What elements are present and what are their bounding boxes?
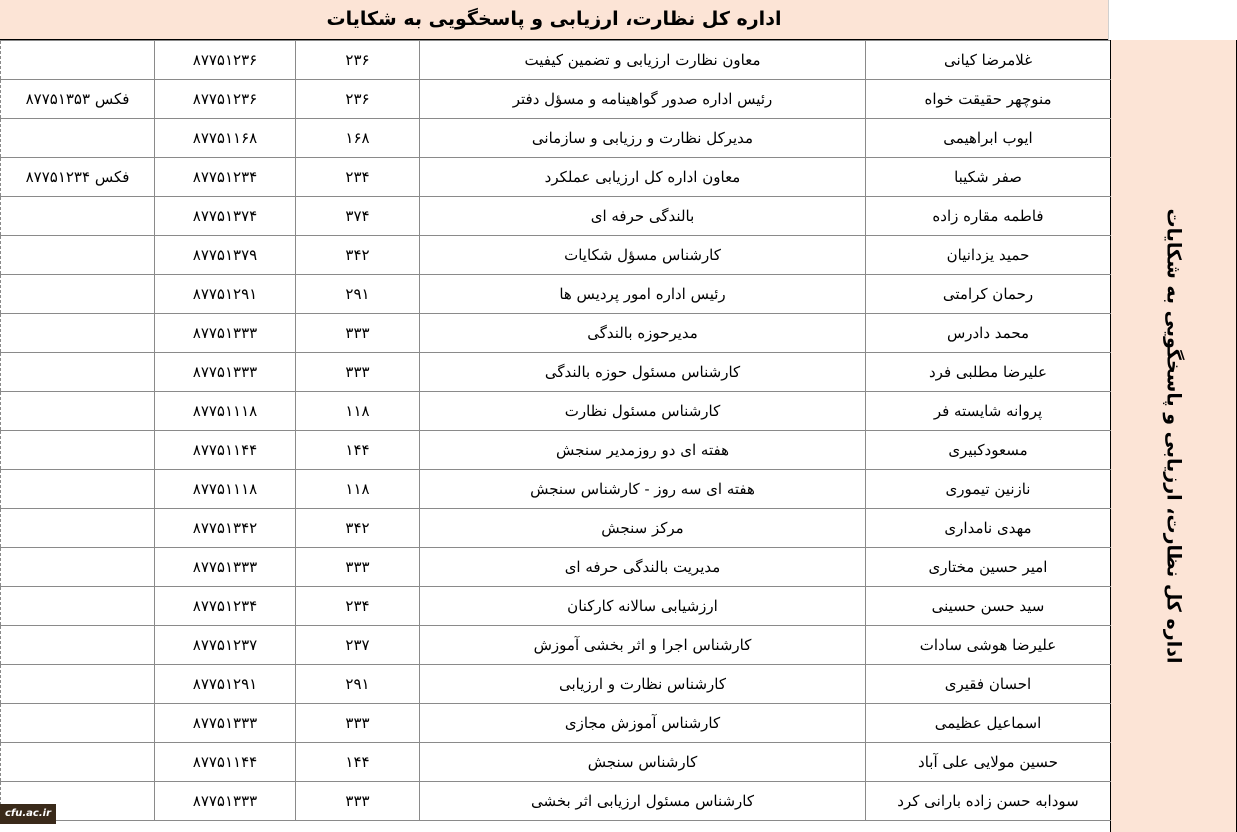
name-cell: پروانه شایسته فر — [866, 392, 1111, 431]
phone-cell: ۸۷۷۵۱۳۴۲ — [155, 509, 296, 548]
fax-cell — [1, 548, 155, 587]
phone-cell: ۸۷۷۵۱۱۶۸ — [155, 119, 296, 158]
phone-cell: ۸۷۷۵۱۳۷۹ — [155, 236, 296, 275]
phone-cell: ۸۷۷۵۱۲۹۱ — [155, 665, 296, 704]
position-cell: کارشناس مسؤل شکایات — [420, 236, 866, 275]
extension-cell: ۳۳۳ — [296, 704, 420, 743]
position-cell: مدیرکل نظارت و رزیابی و سازمانی — [420, 119, 866, 158]
extension-cell: ۱۱۸ — [296, 392, 420, 431]
extension-cell: ۱۴۴ — [296, 431, 420, 470]
extension-cell: ۳۴۲ — [296, 236, 420, 275]
table-row — [1, 41, 1111, 80]
table-row — [1, 431, 1111, 470]
position-cell: کارشناس مسئول ارزیابی اثر بخشی — [420, 782, 866, 821]
position-cell: کارشناس نظارت و ارزیابی — [420, 665, 866, 704]
phone-cell: ۸۷۷۵۱۳۳۳ — [155, 548, 296, 587]
fax-cell — [1, 197, 155, 236]
table-row — [1, 548, 1111, 587]
table-row — [1, 80, 1111, 119]
phone-cell: ۸۷۷۵۱۲۳۶ — [155, 80, 296, 119]
phone-cell: ۸۷۷۵۱۱۱۸ — [155, 470, 296, 509]
fax-cell — [1, 41, 155, 80]
table-row — [1, 743, 1111, 782]
position-cell: کارشناس مسئول حوزه بالندگی — [420, 353, 866, 392]
fax-cell — [1, 509, 155, 548]
fax-cell — [1, 236, 155, 275]
extension-cell: ۱۱۸ — [296, 470, 420, 509]
phone-cell: ۸۷۷۵۱۳۳۳ — [155, 782, 296, 821]
fax-cell — [1, 392, 155, 431]
fax-cell — [1, 275, 155, 314]
fax-cell: فکس ۸۷۷۵۱۲۳۴ — [1, 158, 155, 197]
name-cell: مهدی نامداری — [866, 509, 1111, 548]
table-row — [1, 626, 1111, 665]
position-cell: هفته ای سه روز - کارشناس سنجش — [420, 470, 866, 509]
table-row — [1, 665, 1111, 704]
name-cell: غلامرضا کیانی — [866, 41, 1111, 80]
fax-cell — [1, 470, 155, 509]
name-cell: سودابه حسن زاده بارانی کرد — [866, 782, 1111, 821]
name-cell: نازنین تیموری — [866, 470, 1111, 509]
extension-cell: ۲۳۴ — [296, 587, 420, 626]
position-cell: مدیرحوزه بالندگی — [420, 314, 866, 353]
table-row — [1, 587, 1111, 626]
name-cell: علیرضا هوشی سادات — [866, 626, 1111, 665]
position-cell: مرکز سنجش — [420, 509, 866, 548]
name-cell: احسان فقیری — [866, 665, 1111, 704]
position-cell: هفته ای دو روزمدیر سنجش — [420, 431, 866, 470]
fax-cell — [1, 704, 155, 743]
position-cell: معاون نظارت ارزیابی و تضمین کیفیت — [420, 41, 866, 80]
extension-cell: ۳۴۲ — [296, 509, 420, 548]
extension-cell: ۲۳۶ — [296, 41, 420, 80]
phone-cell: ۸۷۷۵۱۳۳۳ — [155, 704, 296, 743]
table-row — [1, 314, 1111, 353]
side-title: اداره کل نظارت، ارزیابی و پاسخگویی به شکایات — [1162, 208, 1185, 664]
position-cell: مدیریت بالندگی حرفه ای — [420, 548, 866, 587]
name-cell: اسماعیل عظیمی — [866, 704, 1111, 743]
name-cell: منوچهر حقیقت خواه — [866, 80, 1111, 119]
extension-cell: ۲۳۷ — [296, 626, 420, 665]
position-cell: کارشناس مسئول نظارت — [420, 392, 866, 431]
fax-cell — [1, 665, 155, 704]
position-cell: کارشناس اجرا و اثر بخشی آموزش — [420, 626, 866, 665]
name-cell: حمید یزدانیان — [866, 236, 1111, 275]
fax-cell — [1, 353, 155, 392]
position-cell: معاون اداره کل ارزیابی عملکرد — [420, 158, 866, 197]
phone-cell: ۸۷۷۵۱۲۳۶ — [155, 41, 296, 80]
table-row — [1, 119, 1111, 158]
table-row — [1, 704, 1111, 743]
extension-cell: ۳۳۳ — [296, 548, 420, 587]
table-row — [1, 782, 1111, 821]
name-cell: فاطمه مقاره زاده — [866, 197, 1111, 236]
name-cell: حسین مولایی علی آباد — [866, 743, 1111, 782]
table-row — [1, 158, 1111, 197]
phone-cell: ۸۷۷۵۱۱۱۸ — [155, 392, 296, 431]
header-title: اداره کل نظارت، ارزیابی و پاسخگویی به شکایات — [326, 8, 782, 30]
position-cell: بالندگی حرفه ای — [420, 197, 866, 236]
side-title-container — [1110, 40, 1237, 832]
table-row — [1, 353, 1111, 392]
phone-cell: ۸۷۷۵۱۳۷۴ — [155, 197, 296, 236]
extension-cell: ۲۳۴ — [296, 158, 420, 197]
extension-cell: ۱۴۴ — [296, 743, 420, 782]
name-cell: سید حسن حسینی — [866, 587, 1111, 626]
phone-cell: ۸۷۷۵۱۲۳۴ — [155, 587, 296, 626]
phone-cell: ۸۷۷۵۱۳۳۳ — [155, 314, 296, 353]
fax-cell — [1, 314, 155, 353]
fax-cell — [1, 119, 155, 158]
name-cell: ایوب ابراهیمی — [866, 119, 1111, 158]
fax-cell: فکس ۸۷۷۵۱۳۵۳ — [1, 80, 155, 119]
fax-cell — [1, 587, 155, 626]
position-cell: ارزشیابی سالانه کارکنان — [420, 587, 866, 626]
corner-cell — [1108, 0, 1237, 40]
position-cell: رئیس اداره امور پردیس ها — [420, 275, 866, 314]
extension-cell: ۳۳۳ — [296, 782, 420, 821]
name-cell: علیرضا مطلبی فرد — [866, 353, 1111, 392]
phone-cell: ۸۷۷۵۱۳۳۳ — [155, 353, 296, 392]
extension-cell: ۳۳۳ — [296, 353, 420, 392]
contacts-body — [1, 41, 1111, 821]
phone-cell: ۸۷۷۵۱۲۳۴ — [155, 158, 296, 197]
name-cell: محمد دادرس — [866, 314, 1111, 353]
table-row — [1, 236, 1111, 275]
table-row — [1, 392, 1111, 431]
name-cell: مسعودکبیری — [866, 431, 1111, 470]
name-cell: صفر شکیبا — [866, 158, 1111, 197]
contacts-table — [0, 40, 1111, 821]
position-cell: رئیس اداره صدور گواهینامه و مسؤل دفتر — [420, 80, 866, 119]
phone-cell: ۸۷۷۵۱۲۹۱ — [155, 275, 296, 314]
table-row — [1, 509, 1111, 548]
phone-cell: ۸۷۷۵۱۲۳۷ — [155, 626, 296, 665]
extension-cell: ۳۳۳ — [296, 314, 420, 353]
extension-cell: ۲۹۱ — [296, 275, 420, 314]
phone-cell: ۸۷۷۵۱۱۴۴ — [155, 743, 296, 782]
fax-cell — [1, 743, 155, 782]
position-cell: کارشناس آموزش مجازی — [420, 704, 866, 743]
name-cell: رحمان کرامتی — [866, 275, 1111, 314]
table-row — [1, 470, 1111, 509]
phone-cell: ۸۷۷۵۱۱۴۴ — [155, 431, 296, 470]
extension-cell: ۳۷۴ — [296, 197, 420, 236]
extension-cell: ۲۹۱ — [296, 665, 420, 704]
watermark-logo: cfu.ac.ir — [0, 804, 56, 824]
extension-cell: ۱۶۸ — [296, 119, 420, 158]
fax-cell — [1, 626, 155, 665]
name-cell: امیر حسین مختاری — [866, 548, 1111, 587]
table-row — [1, 275, 1111, 314]
extension-cell: ۲۳۶ — [296, 80, 420, 119]
position-cell: کارشناس سنجش — [420, 743, 866, 782]
fax-cell — [1, 431, 155, 470]
table-row — [1, 197, 1111, 236]
